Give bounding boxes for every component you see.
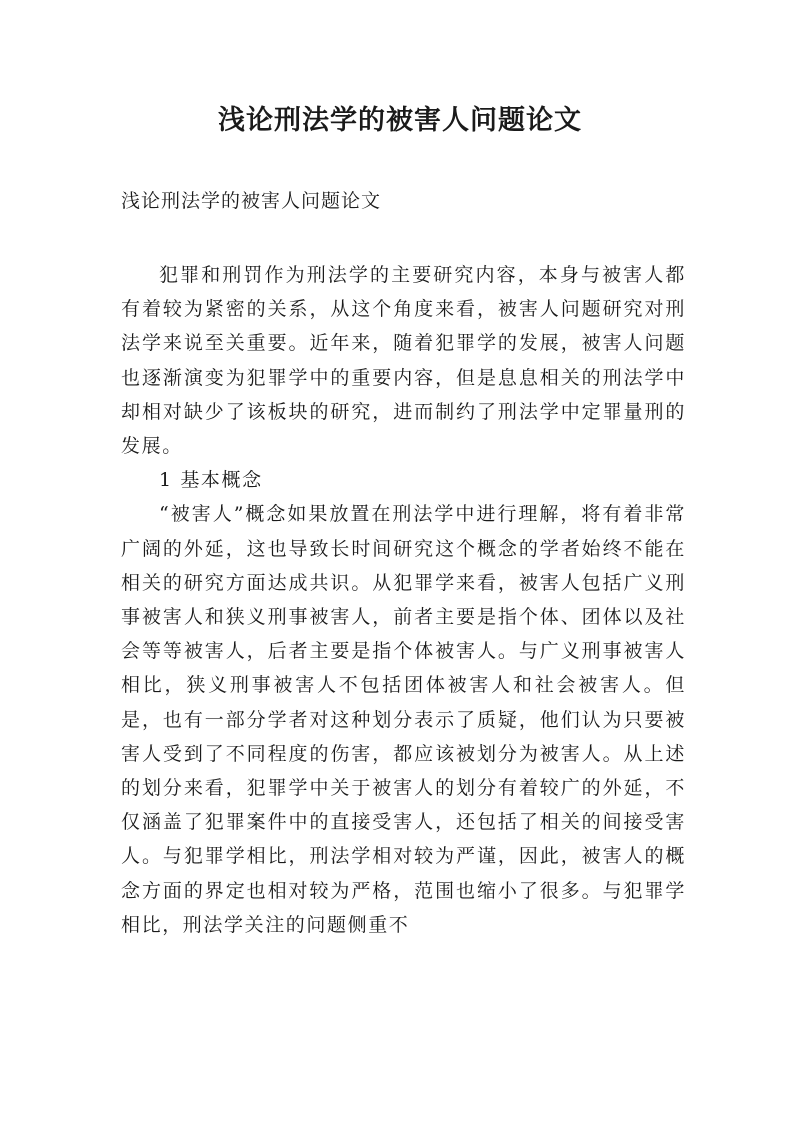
paragraph-victim-concept: “被害人”概念如果放置在刑法学中进行理解，将有着非常广阔的外延，这也导致长时间研究这个概念的学者始终不能在相关的研究方面达成共识。从犯罪学来看，被害人包括广义刑事被害人和狭义刑事被害人，前者主要是指个体、团体以及社会等等被害人，后者主要是指个体被害人。与广义刑事被害人相比，狭义刑事被害人不包括团体被害人和社会被害人。但是，也有一部分学者对这种划分表示了质疑，他们认为只要被害人受到了不同程度的伤害，都应该被划分为被害人。从上述的划分来看，犯罪学中关于被害人的划分有着较广的外延，不仅涵盖了犯罪案件中的直接受害人，还包括了相关的间接受害人。与犯罪学相比，刑法学相对较为严谨，因此，被害人的概念方面的界定也相对较为严格，范围也缩小了很多。与犯罪学相比，刑法学关注的问题侧重不 (121, 503, 686, 936)
paragraph-intro: 犯罪和刑罚作为刑法学的主要研究内容，本身与被害人都有着较为紧密的关系，从这个角度来看，被害人问题研究对刑法学来说至关重要。近年来，随着犯罪学的发展，被害人问题也逐渐演变为犯罪学中的重要内容，但是息息相关的刑法学中却相对缺少了该板块的研究，进而制约了刑法学中定罪量刑的发展。 (121, 264, 686, 458)
document-subtitle: 浅论刑法学的被害人问题论文 (121, 190, 382, 212)
document-title: 浅论刑法学的被害人问题论文 (218, 105, 582, 136)
document-body (121, 258, 686, 942)
section-heading-basic-concepts: 1 基本概念 (159, 469, 263, 492)
